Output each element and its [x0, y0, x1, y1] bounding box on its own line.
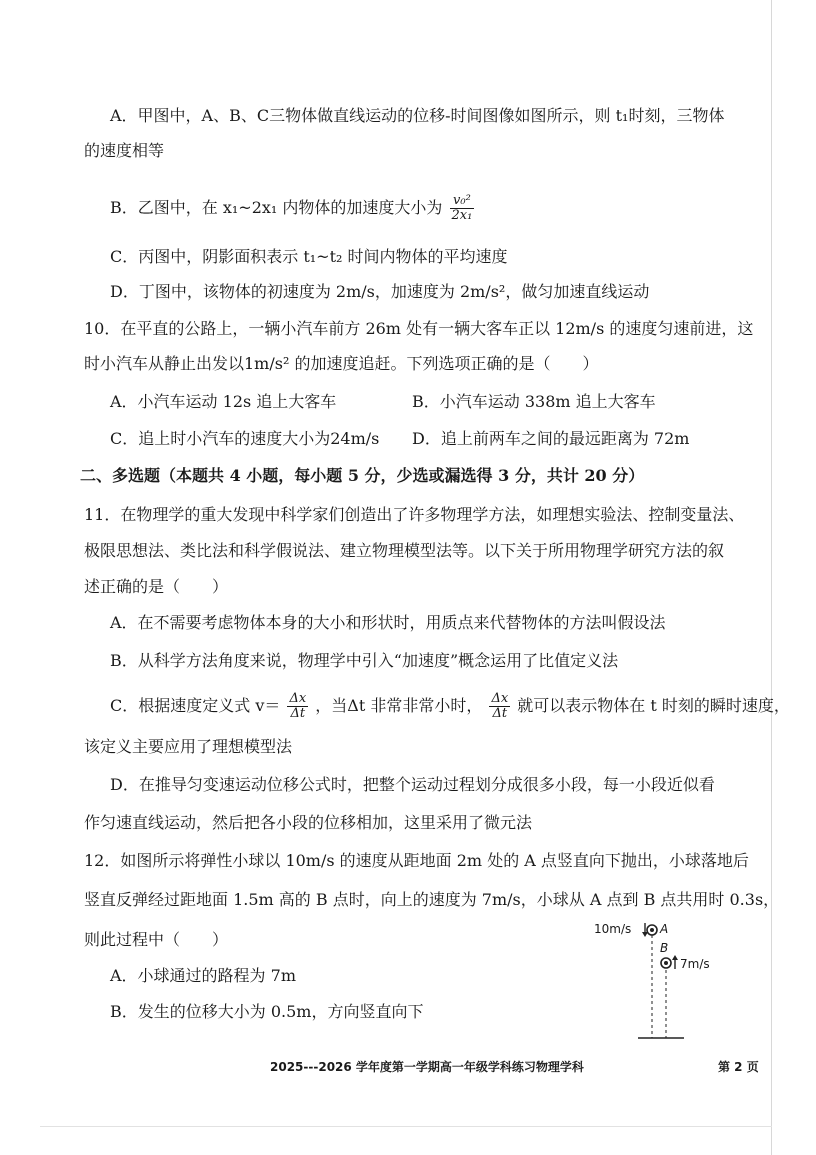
q11-stem-line1: 11．在物理学的重大发现中科学家们创造出了许多物理学方法，如理想实验法、控制变量法、 [84, 505, 745, 524]
q9-option-d: D．丁图中，该物体的初速度为 2m/s，加速度为 2m/s²，做匀加速直线运动 [110, 282, 650, 301]
q11-option-c-line2: 该定义主要应用了理想模型法 [84, 737, 293, 756]
q11-option-b: B．从科学方法角度来说，物理学中引入“加速度”概念运用了比值定义法 [110, 651, 619, 670]
q11-option-d-line2: 作匀速直线运动，然后把各小段的位移相加，这里采用了微元法 [84, 813, 533, 832]
q12-stem-line1: 12．如图所示将弹性小球以 10m/s 的速度从距地面 2m 处的 A 点竖直向下抛出，小球落地后 [84, 851, 749, 870]
q10-option-a: A．小汽车运动 12s 追上大客车 [110, 392, 337, 411]
q9-option-b-text: B．乙图中，在 x₁~2x₁ 内物体的加速度大小为 [110, 198, 443, 217]
q11-option-c-text-mid: ，当Δt 非常非常小时， [315, 696, 483, 715]
q12-option-a: A．小球通过的路程为 7m [110, 966, 296, 985]
q11-option-c-text-post: 就可以表示物体在 t 时刻的瞬时速度， [517, 696, 790, 715]
ratio-fraction [489, 692, 510, 721]
q11-option-c-text-pre: C．根据速度定义式 v＝ [110, 696, 281, 715]
q12-option-b: B．发生的位移大小为 0.5m，方向竖直向下 [110, 1002, 424, 1021]
footer-page-number: 第 2 页 [718, 1060, 759, 1074]
page-edge [771, 0, 772, 1155]
q12-stem-line3: 则此过程中（ ） [84, 930, 229, 949]
q10-option-c: C．追上时小汽车的速度大小为24m/s [110, 429, 380, 448]
fraction-denominator: Δt [492, 706, 508, 721]
q11-option-a: A．在不需要考虑物体本身的大小和形状时，用质点来代替物体的方法叫假设法 [110, 613, 666, 632]
figure-label-rebound-velocity: 7m/s [680, 957, 710, 971]
q9-option-a-line2: 的速度相等 [84, 141, 165, 160]
q10-stem-line1: 10．在平直的公路上，一辆小汽车前方 26m 处有一辆大客车正以 12m/s 的速度匀速前进，这 [84, 319, 754, 338]
ball-b-center-icon [664, 961, 668, 965]
q11-stem-line3: 述正确的是（ ） [84, 577, 229, 596]
fraction-numerator: Δx [289, 691, 307, 706]
fraction-numerator: v₀² [450, 194, 475, 209]
q9-option-c: C．丙图中，阴影面积表示 t₁~t₂ 时间内物体的平均速度 [110, 247, 508, 266]
ball-a-center-icon [650, 928, 654, 932]
section-heading-multiple-choice: 二、多选题（本题共 4 小题，每小题 5 分，少选或漏选得 3 分，共计 20 分） [80, 466, 645, 485]
fraction-numerator: Δx [491, 691, 509, 706]
fraction-denominator: Δt [290, 706, 306, 721]
q9-option-b [110, 194, 476, 223]
bottom-rule [40, 1126, 772, 1127]
q9-option-b-fraction [450, 194, 475, 223]
fraction-denominator: 2x₁ [451, 208, 473, 223]
q11-option-c [110, 692, 790, 721]
figure-label-point-a: A [660, 922, 669, 936]
q10-stem-line2: 时小汽车从静止出发以1m/s² 的加速度追赶。下列选项正确的是（ ） [84, 354, 599, 373]
q11-stem-line2: 极限思想法、类比法和科学假说法、建立物理模型法等。以下关于所用物理学研究方法的叙 [84, 541, 725, 560]
q10-option-b: B．小汽车运动 338m 追上大客车 [412, 392, 656, 411]
q11-option-d-line1: D．在推导匀变速运动位移公式时，把整个运动过程划分成很多小段，每一小段近似看 [110, 775, 715, 794]
q9-option-a-line1: A．甲图中，A、B、C三物体做直线运动的位移-时间图像如图所示，则 t₁时刻，三物体 [110, 106, 725, 125]
figure-label-initial-velocity: 10m/s [594, 922, 632, 936]
up-arrow-head-icon [672, 955, 678, 960]
velocity-definition-fraction [287, 692, 308, 721]
q12-stem-line2: 竖直反弹经过距地面 1.5m 高的 B 点时，向上的速度为 7m/s，小球从 A 点到 B 点共用时 0.3s， [84, 890, 780, 909]
footer-title: 2025---2026 学年度第一学期高一年级学科练习物理学科 [270, 1060, 584, 1074]
figure-label-point-b: B [660, 941, 669, 955]
q10-option-d: D．追上前两车之间的最远距离为 72m [412, 429, 690, 448]
